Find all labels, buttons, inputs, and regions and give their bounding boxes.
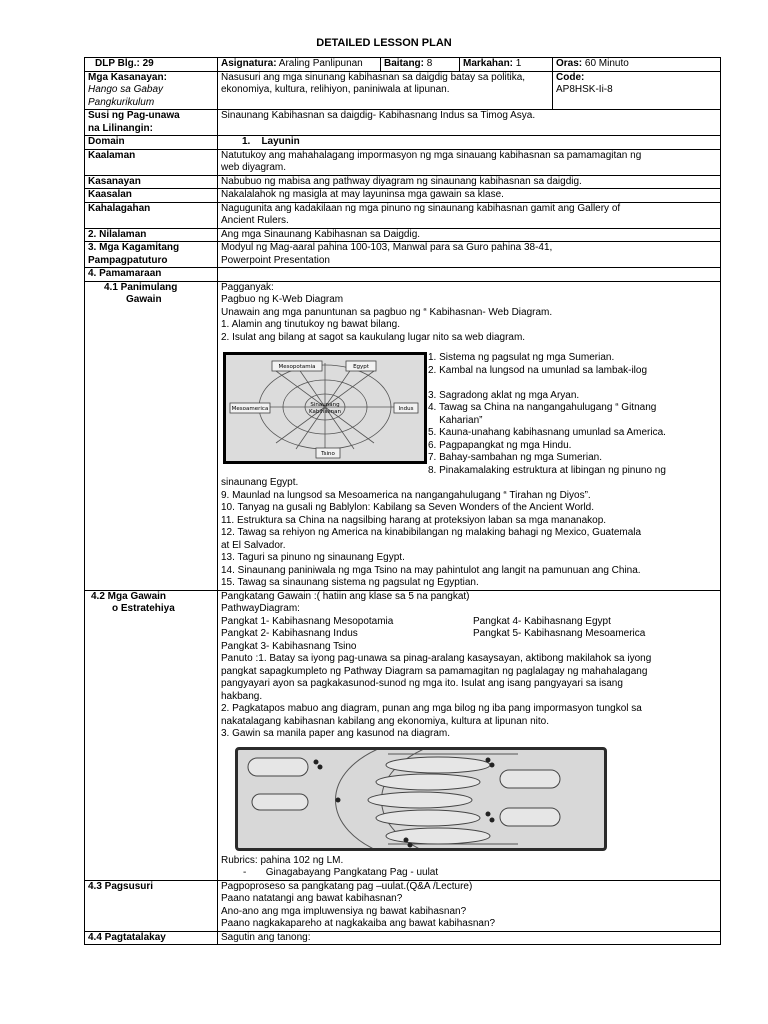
clue-item: at El Salvador.	[221, 539, 286, 551]
panuto-line: pangkat sapagkumpleto ng Pathway Diagram sa pamamagitan ng paglalagay ng mahahalagang	[221, 665, 648, 677]
kaalaman-line-2: web diyagram.	[221, 162, 287, 173]
kasanayan2-row	[85, 175, 721, 189]
baitang-label: Baitang:	[384, 58, 424, 69]
panimulang-line: Pagbuo ng K-Web Diagram	[221, 294, 344, 305]
markahan-label: Markahan:	[463, 58, 514, 69]
panimulang-label-1: 4.1 Panimulang	[104, 281, 178, 293]
clue-item: 8. Pinakamalaking estruktura at libingan ng pinuno ng	[428, 464, 666, 476]
nilalaman-label: 2. Nilalaman	[85, 228, 218, 242]
pagsusuri-content	[218, 880, 721, 931]
gawain-label-1: 4.2 Mga Gawain	[91, 590, 167, 602]
rubrics-line: Rubrics: pahina 102 ng LM.	[221, 854, 344, 866]
clue-item: 1. Sistema ng pagsulat ng mga Sumerian.	[428, 352, 615, 363]
panimulang-line: 2. Isulat ang bilang at sagot sa kaukulang lugar nito sa web diagram.	[221, 331, 526, 343]
lesson-plan-table	[84, 57, 721, 945]
kagamitan-label-1: 3. Mga Kagamitang	[88, 242, 180, 253]
kahalagahan-value-cell	[218, 202, 721, 228]
panuto-line: Panuto :1. Batay sa iyong pag-unawa sa pinag-aralang kasaysayan, aktibong makilahok sa iyong	[221, 653, 652, 664]
panuto-line: pangyayari ayon sa pagkakasunod-sunod ng mga ito. Isulat ang isang pangyayari sa isang	[221, 678, 623, 689]
pagsusuri-label: 4.3 Pagsusuri	[85, 880, 218, 931]
web-label-egypt: Egypt	[353, 364, 369, 370]
web-diagram-svg	[226, 355, 424, 461]
panuto-line: hakbang.	[221, 690, 263, 702]
pagtatalakay-label: 4.4 Pagtatalakay	[85, 931, 218, 945]
kasanayan-line-2: ekonomiya, kultura, relihiyon, paniniwala at lipunan.	[221, 84, 450, 95]
group-row	[221, 628, 717, 641]
group-item: Pangkat 3- Kabihasnang Tsino	[221, 640, 357, 652]
clue-item: sinaunang Egypt.	[221, 477, 299, 488]
pamamaraan-row	[85, 268, 721, 282]
panimulang-line: 1. Alamin ang tinutukoy ng bawat bilang.	[221, 319, 401, 330]
clue-item: 6. Pagpapangkat ng mga Hindu.	[428, 439, 572, 451]
clue-item: 2. Kambal na lungsod na umunlad sa lambak-ilog	[428, 364, 648, 376]
markahan-cell	[460, 58, 553, 72]
web-label-tsino: Tsino	[321, 451, 335, 457]
panimulang-line: Unawain ang mga panuntunan sa pagbuo ng “ Kabihasnan- Web Diagram.	[221, 306, 553, 318]
clue-item: 10. Tanyag na gusali ng Bablylon: Kabilang sa Seven Wonders of the Ancient World.	[221, 502, 595, 513]
group-item: Pangkat 1- Kabihasnang Mesopotamia	[221, 615, 394, 627]
pagsusuri-line: Ano-ano ang mga impluwensiya ng bawat kabihasnan?	[221, 905, 467, 917]
web-label-mesopotamia: Mesopotamia	[278, 364, 316, 370]
pagsusuri-row	[85, 880, 721, 931]
baitang-cell	[381, 58, 460, 72]
web-label-center-1: Sinaunang	[310, 402, 340, 408]
kaalaman-line-1: Natutukoy ang mahahalagang impormasyon ng mga sinauang kabihasnan sa pamamagitan ng	[221, 149, 642, 161]
susi-label-cell	[85, 110, 218, 136]
kagamitan-label-2: Pampagpatuturo	[88, 254, 168, 266]
kasanayan2-label: Kasanayan	[85, 175, 218, 189]
group-row	[221, 616, 717, 629]
kagamitan-line-1: Modyul ng Mag-aaral pahina 100-103, Manwal para sa Guro pahina 38-41,	[221, 242, 553, 253]
domain-row	[85, 136, 721, 150]
pamamaraan-label: 4. Pamamaraan	[85, 268, 218, 282]
oras-label: Oras:	[556, 58, 583, 69]
gawain-label-cell	[85, 590, 218, 880]
pamamaraan-empty	[218, 268, 721, 282]
clue-item: 7. Bahay-sambahan ng mga Sumerian.	[428, 452, 602, 463]
kahalagahan-row	[85, 202, 721, 228]
kaalaman-label: Kaalaman	[85, 149, 218, 175]
kahalagahan-line-1: Nagugunita ang kadakilaan ng mga pinuno ng sinaunang kabihasnan gamit ang Gallery of	[221, 202, 621, 214]
kasanayan-sub1: Hango sa Gabay	[88, 84, 164, 95]
web-label-mesoamerica: Mesoamerica	[231, 406, 269, 412]
panuto-line: nakatalagang kabihasnan kabilang ang ekonomiya, kultura at lipunan nito.	[221, 715, 550, 727]
pagtatalakay-value: Sagutin ang tanong:	[218, 931, 721, 945]
kasanayan-label: Mga Kasanayan:	[88, 71, 167, 83]
dlp-value: 29	[142, 58, 154, 69]
pagsusuri-line: Pagpoproseso sa pangkatang pag –uulat.(Q&A /Lecture)	[221, 880, 473, 892]
markahan-value: 1	[515, 58, 522, 69]
asignatura-label: Asignatura:	[221, 58, 277, 69]
web-clue-list	[428, 352, 717, 477]
clue-item: 4. Tawag sa China na nangangahulugang “ Gitnang	[428, 402, 657, 413]
pathway-diagram-svg	[238, 750, 604, 848]
clue-item: 15. Tawag sa sinaunang sistema ng pagsulat ng Egyptian.	[221, 577, 479, 588]
kahalagahan-line-2: Ancient Rulers.	[221, 215, 289, 226]
clue-item: 13. Taguri sa pinuno ng sinaunang Egypt.	[221, 552, 405, 563]
code-label: Code:	[556, 71, 585, 83]
oras-cell	[553, 58, 721, 72]
kasanayan-sub2: Pangkurikulum	[88, 96, 155, 108]
panimulang-label-cell	[85, 281, 218, 590]
web-diagram-image	[223, 352, 427, 464]
kasanayan-value-cell	[218, 71, 553, 110]
panimulang-label-2: Gawain	[126, 294, 162, 305]
panuto-line: 2. Pagkatapos mabuo ang diagram, punan ang mga bilog ng iba pang impormasyon tungkol sa	[221, 703, 642, 714]
baitang-value: 8	[426, 58, 433, 69]
kagamitan-line-2: Powerpoint Presentation	[221, 254, 330, 266]
pagsusuri-line: Paano natatangi ang bawat kabihasnan?	[221, 893, 403, 904]
kahalagahan-label: Kahalagahan	[85, 202, 218, 228]
clue-item: 5. Kauna-unahang kabihasnang umunlad sa America.	[428, 427, 666, 438]
code-value: AP8HSK-Ii-8	[556, 84, 613, 95]
kaasalan-row	[85, 189, 721, 203]
web-label-indus: Indus	[398, 406, 414, 412]
web-diagram-section	[221, 352, 717, 477]
dlp-cell	[85, 58, 218, 72]
susi-label-1: Susi ng Pag-unawa	[88, 110, 180, 121]
domain-value: 1. Layunin	[242, 136, 300, 147]
kaalaman-value-cell	[218, 149, 721, 175]
kasanayan-label-cell	[85, 71, 218, 110]
clue-item: Kaharian”	[428, 414, 483, 426]
kagamitan-row	[85, 242, 721, 268]
kaalaman-row	[85, 149, 721, 175]
nilalaman-row	[85, 228, 721, 242]
domain-value-cell	[218, 136, 721, 150]
susi-label-2: na Lilinangin:	[88, 122, 153, 134]
clue-item: 14. Sinaunang paniniwala ng mga Tsino na may pahintulot ang langit na pamunuan ang China.	[221, 564, 641, 576]
clue-item: 11. Estruktura sa China na nagsilbing harang at proteksiyon laban sa mga mananakop.	[221, 514, 607, 526]
kasanayan2-value: Nabubuo ng mabisa ang pathway diyagram ng sinaunang kabihasnan sa daigdig.	[218, 175, 721, 189]
document-title: DETAILED LESSON PLAN	[316, 37, 452, 49]
dlp-label: DLP Blg.:	[95, 58, 140, 69]
panimulang-row	[85, 281, 721, 590]
kaasalan-value: Nakalalahok ng masigla at may layuninsa mga gawain sa klase.	[218, 189, 721, 203]
kasanayan-row	[85, 71, 721, 110]
gawain-label-2: o Estratehiya	[112, 603, 175, 614]
kagamitan-value-cell	[218, 242, 721, 268]
pathway-diagram-image	[235, 747, 607, 851]
pagtatalakay-row	[85, 931, 721, 945]
gabay-line: - Ginagabayang Pangkatang Pag - uulat	[243, 867, 439, 878]
panimulang-line: Pagganyak:	[221, 281, 274, 293]
kaasalan-label: Kaasalan	[85, 189, 218, 203]
clue-item: 3. Sagradong aklat ng mga Aryan.	[428, 389, 580, 401]
gawain-content	[218, 590, 721, 880]
kasanayan-line-1: Nasusuri ang mga sinunang kabihasnan sa daigdig batay sa politika,	[221, 71, 526, 83]
pagsusuri-line: Paano nagkakapareho at nagkakaiba ang bawat kabihasnan?	[221, 918, 496, 929]
gawain-row	[85, 590, 721, 880]
susi-value: Sinaunang Kabihasnan sa daigdig- Kabihasnang Indus sa Timog Asya.	[218, 110, 721, 136]
gawain-line: Pangkatang Gawain :( hatiin ang klase sa 5 na pangkat)	[221, 590, 470, 602]
asignatura-cell	[218, 58, 381, 72]
clue-item	[428, 377, 717, 390]
group-item: Pangkat 2- Kabihasnang Indus	[221, 628, 358, 639]
kagamitan-label-cell	[85, 242, 218, 268]
code-cell	[553, 71, 721, 110]
gawain-line: PathwayDiagram:	[221, 603, 300, 614]
header-row	[85, 58, 721, 72]
oras-value: 60 Minuto	[584, 58, 629, 69]
asignatura-value: Araling Panlipunan	[278, 58, 363, 69]
clue-item: 9. Maunlad na lungsod sa Mesoamerica na nangangahulugang “ Tirahan ng Diyos”.	[221, 489, 591, 501]
panuto-line: 3. Gawin sa manila paper ang kasunod na diagram.	[221, 728, 451, 739]
susi-row	[85, 110, 721, 136]
domain-label: Domain	[85, 136, 218, 150]
web-label-center-2: Kabihasnan	[309, 409, 341, 415]
nilalaman-value: Ang mga Sinaunang Kabihasnan sa Daigdig.	[218, 228, 721, 242]
group-item: Pangkat 5- Kabihasnang Mesoamerica	[473, 628, 646, 639]
panimulang-content	[218, 281, 721, 590]
group-item: Pangkat 4- Kabihasnang Egypt	[473, 615, 611, 627]
clue-item: 12. Tawag sa rehiyon ng America na kinabibilangan ng malaking bahagi ng Mexico, Guatemala	[221, 527, 642, 538]
